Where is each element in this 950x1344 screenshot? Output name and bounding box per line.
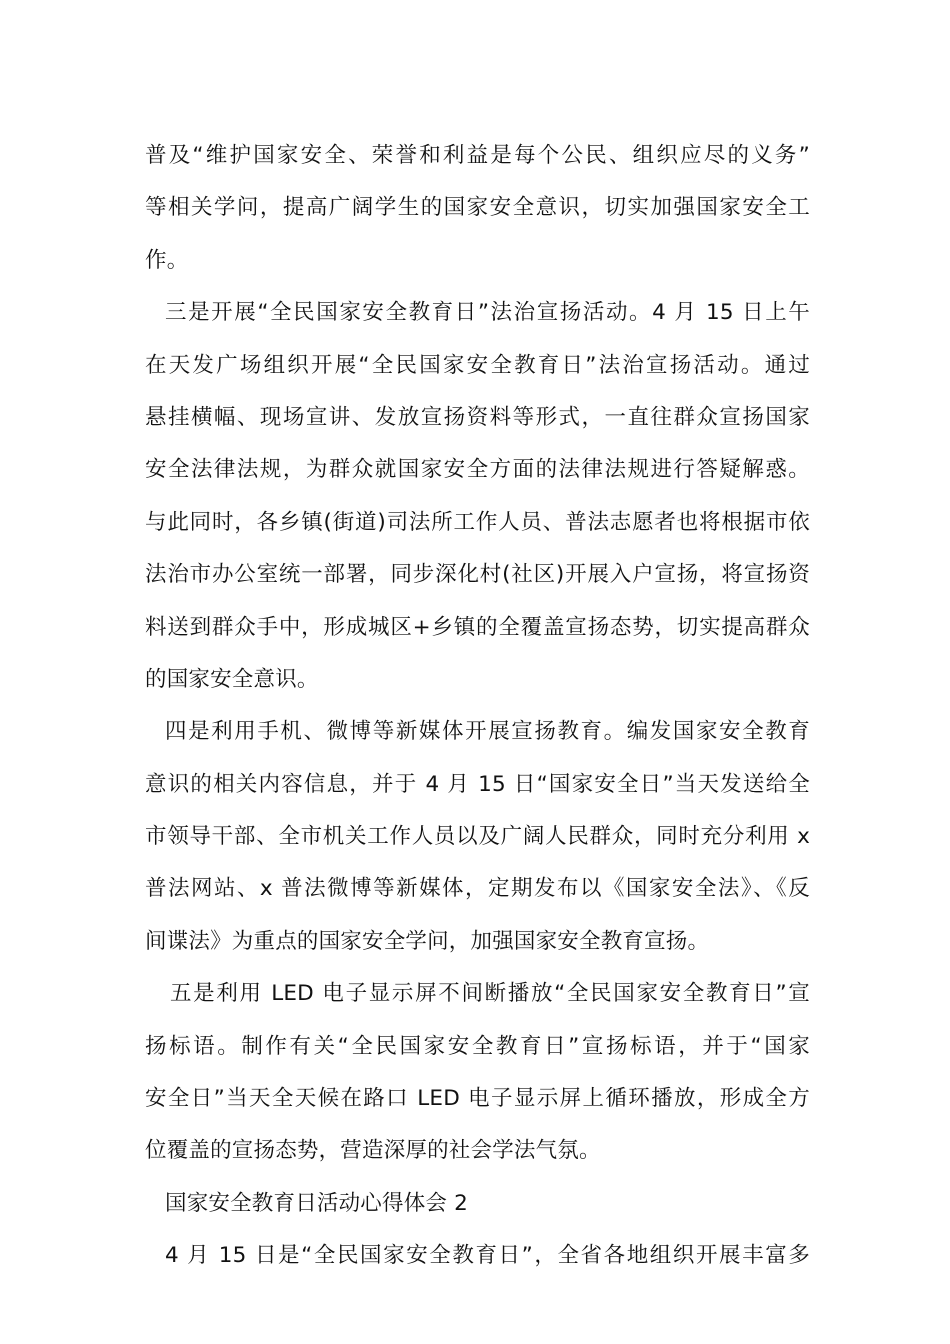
paragraph-continued (145, 130, 810, 287)
text-line: 悬挂横幅、现场宣讲、发放宣扬资料等形式，一直往群众宣扬国家 (145, 404, 810, 430)
paragraph-five (145, 968, 810, 1178)
text-line: 意识的相关内容信息，并于 4 月 15 日“国家安全日”当天发送给全 (145, 771, 810, 797)
text-line: 市领导干部、全市机关工作人员以及广阔人民群众，同时充分利用 x (145, 824, 810, 850)
text-line: 安全法律法规，为群众就国家安全方面的法律法规进行答疑解惑。 (145, 457, 810, 483)
text-line: 普及“维护国家安全、荣誉和利益是每个公民、组织应尽的义务” (145, 143, 810, 168)
paragraph-four (145, 706, 810, 968)
text-line: 间谍法》为重点的国家安全学问，加强国家安全教育宣扬。 (145, 928, 710, 954)
section-heading-text: 国家安全教育日活动心得体会 2 (165, 1190, 469, 1216)
text-line: 法治市办公室统一部署，同步深化村(社区)开展入户宣扬，将宣扬资 (145, 562, 810, 588)
section-heading (145, 1178, 810, 1230)
text-line: 等相关学问，提高广阔学生的国家安全意识，切实加强国家安全工 (145, 195, 810, 221)
paragraph-april15 (145, 1230, 810, 1282)
paragraph-three (145, 287, 810, 706)
text-line: 普法网站、x 普法微博等新媒体，定期发布以《国家安全法》、《反 (145, 876, 810, 902)
text-line: 四是利用手机、微博等新媒体开展宣扬教育。编发国家安全教育 (165, 719, 810, 745)
text-line: 4 月 15 日是“全民国家安全教育日”，全省各地组织开展丰富多 (165, 1243, 810, 1269)
text-line: 料送到群众手中，形成城区+乡镇的全覆盖宣扬态势，切实提高群众 (145, 614, 810, 640)
text-line: 扬标语。制作有关“全民国家安全教育日”宣扬标语，并于“国家 (145, 1033, 810, 1059)
text-line: 三是开展“全民国家安全教育日”法治宣扬活动。4 月 15 日上午 (165, 300, 810, 326)
text-line: 在天发广场组织开展“全民国家安全教育日”法治宣扬活动。通过 (145, 352, 810, 378)
text-line: 位覆盖的宣扬态势，营造深厚的社会学法气氛。 (145, 1138, 601, 1164)
text-line: 安全日”当天全天候在路口 LED 电子显示屏上循环播放，形成全方 (145, 1086, 810, 1112)
text-line: 作。 (145, 247, 189, 273)
text-line: 与此同时，各乡镇(街道)司法所工作人员、普法志愿者也将根据市依 (145, 509, 810, 535)
text-line: 五是利用 LED 电子显示屏不间断播放“全民国家安全教育日”宣 (170, 981, 810, 1007)
document-body (145, 130, 810, 1283)
text-line: 的国家安全意识。 (145, 666, 319, 692)
